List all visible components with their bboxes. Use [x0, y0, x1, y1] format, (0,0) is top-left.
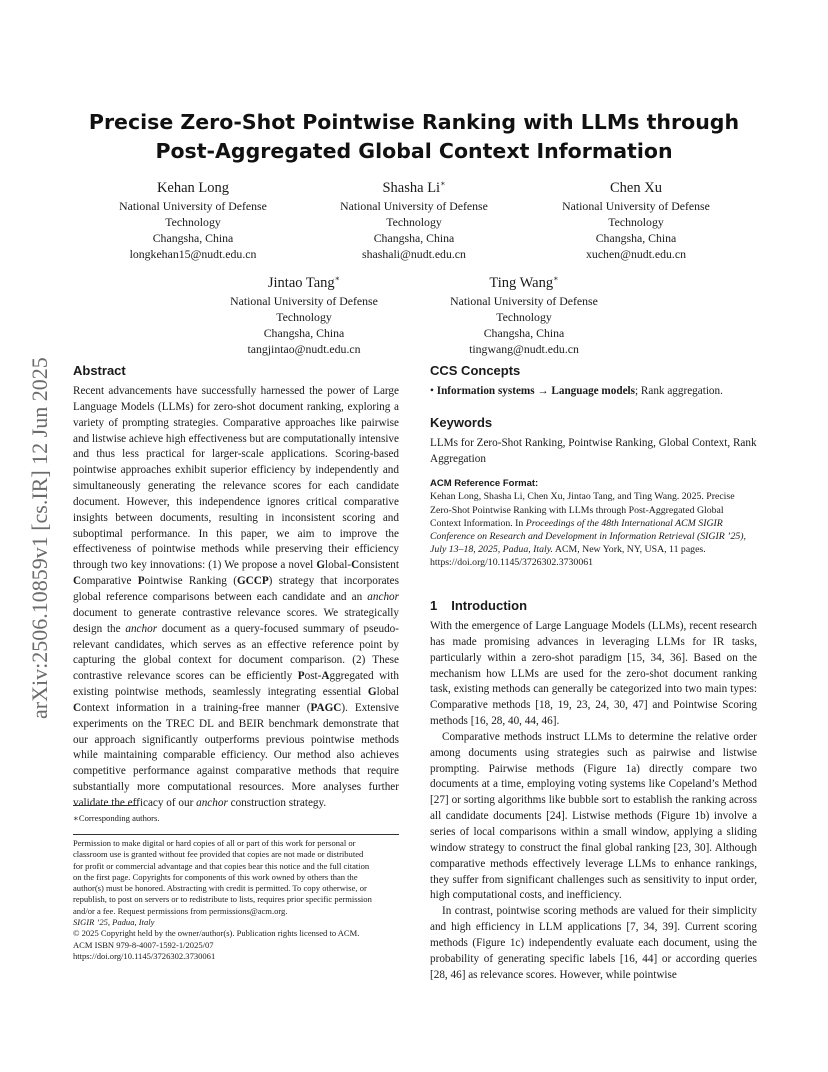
author-email[interactable]: xuchen@nudt.edu.cn — [586, 247, 686, 262]
intro-paragraph: Comparative methods instruct LLMs to determine the relative order among documents using strategies such as pairwise and listwise prompting. Pairwise methods (Figure 1a) directly compare two documents at a time, employing voting systems like Copeland’s Method [27] or sorting algorithms like bubble sort to establish the ranking across all candidate documents [24]. Listwise methods (Figure 1b) involve a series of local comparisons within a small window, applying a sliding window strategy to construct the final global ranking [23, 30]. Although comparative methods effectively leverage LLMs to enhance rankings, they suffer from significant challenges such as sensitivity to input order, high computational costs, and inefficiency. — [430, 730, 757, 902]
author-email[interactable]: tingwang@nudt.edu.cn — [469, 342, 579, 357]
abstract-section — [73, 362, 399, 812]
ccs-heading: CCS Concepts — [430, 363, 521, 378]
author-city: Changsha, China — [595, 231, 677, 246]
author-city: Changsha, China — [483, 326, 565, 341]
footnote-rule — [73, 805, 137, 806]
author-block — [83, 174, 303, 263]
gccp-term: GCCP — [236, 575, 269, 588]
intro-heading: 1 Introduction — [430, 598, 528, 614]
author-affiliation-2: Technology — [386, 215, 442, 230]
permission-rule — [73, 834, 399, 835]
intro-paragraph: In contrast, pointwise scoring methods are valued for their simplicity and high efficiency in LLM applications [7, 34, 39]. Current scoring methods (Figure 1c) independently evaluate each document, using the probability of generating specific labels [16, 44] or according queries [28, 46] as relevance scores. However, while pointwise — [430, 905, 757, 981]
abstract-text: Recent advancements have successfully harnessed the power of Large Language Models (LLMs) for zero-shot document ranking, exploring a variety of prompting strategies. Comparative approaches like pairwise and listwise achieve high effectiveness but are computationally intensive and thus less practical for larger-scale applications. Scoring-based pointwise approaches exhibit superior efficiency by independently and simultaneously generating the relevance scores for each candidate document. However, this independence ignores critical comparative insights between documents, resulting in inconsistent scoring and suboptimal performance. In this paper, we aim to improve the effectiveness of pointwise methods while preserving their efficiency through two key innovations: (1) We propose a novel Global-Consistent Comparative Pointwise Ranking (GCCP) strategy that incorporates global reference comparisons between each candidate and an anchor document to generate contrastive relevance scores. We strategically design the anchor document as a query-focused summary of pseudo-relevant candidates, which serves as an effective reference point by capturing the global context for document comparison. (2) These contrastive relevance scores can be efficiently Post-Aggregated with existing pointwise methods, seamlessly integrating essential Global Context information in a training-free manner (PAGC). Extensive experiments on the TREC DL and BEIR benchmark demonstrate that our approach significantly outperforms previous pointwise methods while maintaining comparable efficiency. Our method also achieves competitive performance against comparative methods that require substantially more computational resources. More analyses further validate the efficacy of our anchor construction strategy. — [73, 385, 399, 809]
author-affiliation-2: Technology — [496, 310, 552, 325]
permission-block — [73, 838, 399, 962]
paper-title — [74, 108, 754, 166]
author-city: Changsha, China — [373, 231, 455, 246]
author-affiliation: National University of Defense — [450, 293, 598, 308]
title-line-1: Precise Zero-Shot Pointwise Ranking with LLMs through — [88, 110, 740, 134]
author-mark: ∗ — [553, 274, 559, 283]
author-block — [526, 174, 746, 263]
acm-ref-heading: ACM Reference Format: — [430, 478, 539, 490]
author-city: Changsha, China — [152, 231, 234, 246]
author-name: Chen Xu — [610, 179, 662, 196]
author-email[interactable]: longkehan15@nudt.edu.cn — [129, 247, 257, 262]
author-block — [304, 174, 524, 263]
permission-line: classroom use is granted without fee provided that copies are not made or distributed — [73, 849, 364, 860]
author-affiliation: National University of Defense — [230, 293, 378, 308]
permission-line: Permission to make digital or hard copies of all or part of this work for personal or — [73, 838, 356, 848]
author-block — [194, 269, 414, 358]
right-column — [430, 362, 757, 983]
title-line-2: Post-Aggregated Global Context Information — [155, 139, 673, 163]
keywords-text: LLMs for Zero-Shot Ranking, Pointwise Ranking, Global Context, Rank Aggregation — [430, 436, 757, 465]
permission-line: and/or a fee. Request permissions from permissions@acm.org. — [73, 905, 288, 916]
anchor-term: anchor — [196, 796, 228, 809]
keywords-heading: Keywords — [430, 414, 493, 430]
doi-link[interactable]: https://doi.org/10.1145/3726302.3730061 — [73, 950, 216, 961]
arxiv-stamp: arXiv:2506.10859v1 [cs.IR] 12 Jun 2025 — [27, 357, 52, 719]
acm-ref-text: Kehan Long, Shasha Li, Chen Xu, Jintao Tang, and Ting Wang. 2025. Precise Zero-Shot Pointwise Ranking with LLMs through Post-Aggregated Global Context Information. In Proceedings of the 48th International ACM SIGIR Conference on Research and Development in Information Retrieval (SIGIR ’25), July 13–18, 2025, Padua, Italy. ACM, New York, NY, USA, 11 pages. https://doi.org/10.1145/3726302.3730061 — [430, 491, 746, 568]
author-name: Jintao Tang — [267, 274, 335, 291]
author-affiliation: National University of Defense — [119, 198, 267, 213]
copyright: © 2025 Copyright held by the owner/author(s). Publication rights licensed to ACM. — [73, 928, 360, 939]
permission-line: on the first page. Copyrights for components of this work owned by others than the — [73, 871, 358, 882]
author-name: Shasha Li — [382, 179, 441, 196]
ccs-concepts: • Information systems → Language models; Rank aggregation. — [430, 385, 723, 397]
permission-line: for profit or commercial advantage and that copies bear this notice and the full citation — [73, 860, 370, 871]
author-name: Kehan Long — [156, 179, 230, 196]
author-affiliation-2: Technology — [608, 215, 664, 230]
isbn: ACM ISBN 979-8-4007-1592-1/2025/07 — [73, 939, 214, 950]
author-name: Ting Wang — [489, 274, 554, 291]
anchor-term: anchor — [367, 590, 399, 603]
author-affiliation: National University of Defense — [562, 198, 710, 213]
author-affiliation-2: Technology — [165, 215, 221, 230]
permission-line: author(s) must be honored. Abstracting with credit is permitted. To copy otherwise, or — [73, 883, 367, 894]
author-email[interactable]: shashali@nudt.edu.cn — [362, 247, 466, 262]
permission-line: republish, to post on servers or to redistribute to lists, requires prior specific permission — [73, 894, 372, 905]
abstract-heading: Abstract — [73, 363, 126, 378]
anchor-term: anchor — [125, 622, 158, 635]
author-mark: ∗ — [440, 179, 446, 188]
author-affiliation-2: Technology — [276, 310, 332, 325]
footnote: ∗Corresponding authors. — [73, 813, 160, 823]
pagc-term: PAGC — [310, 701, 342, 714]
venue: SIGIR ’25, Padua, Italy — [73, 917, 155, 928]
author-block — [414, 269, 634, 358]
author-mark: ∗ — [334, 274, 341, 283]
author-email[interactable]: tangjintao@nudt.edu.cn — [247, 342, 361, 357]
author-city: Changsha, China — [263, 326, 345, 341]
author-affiliation: National University of Defense — [340, 198, 488, 213]
intro-paragraph: With the emergence of Large Language Models (LLMs), recent research has made promising advances in leveraging LLMs for IR tasks, particularly within a zero-shot paradigm [15, 34, 36]. Based on the mechanism how LLMs are used for the zero-shot document ranking task, existing methods can generally be categorized into two main types: Comparative methods [18, 19, 23, 24, 30, 47] and Pointwise Scoring methods [16, 28, 40, 44, 46]. — [430, 620, 757, 728]
